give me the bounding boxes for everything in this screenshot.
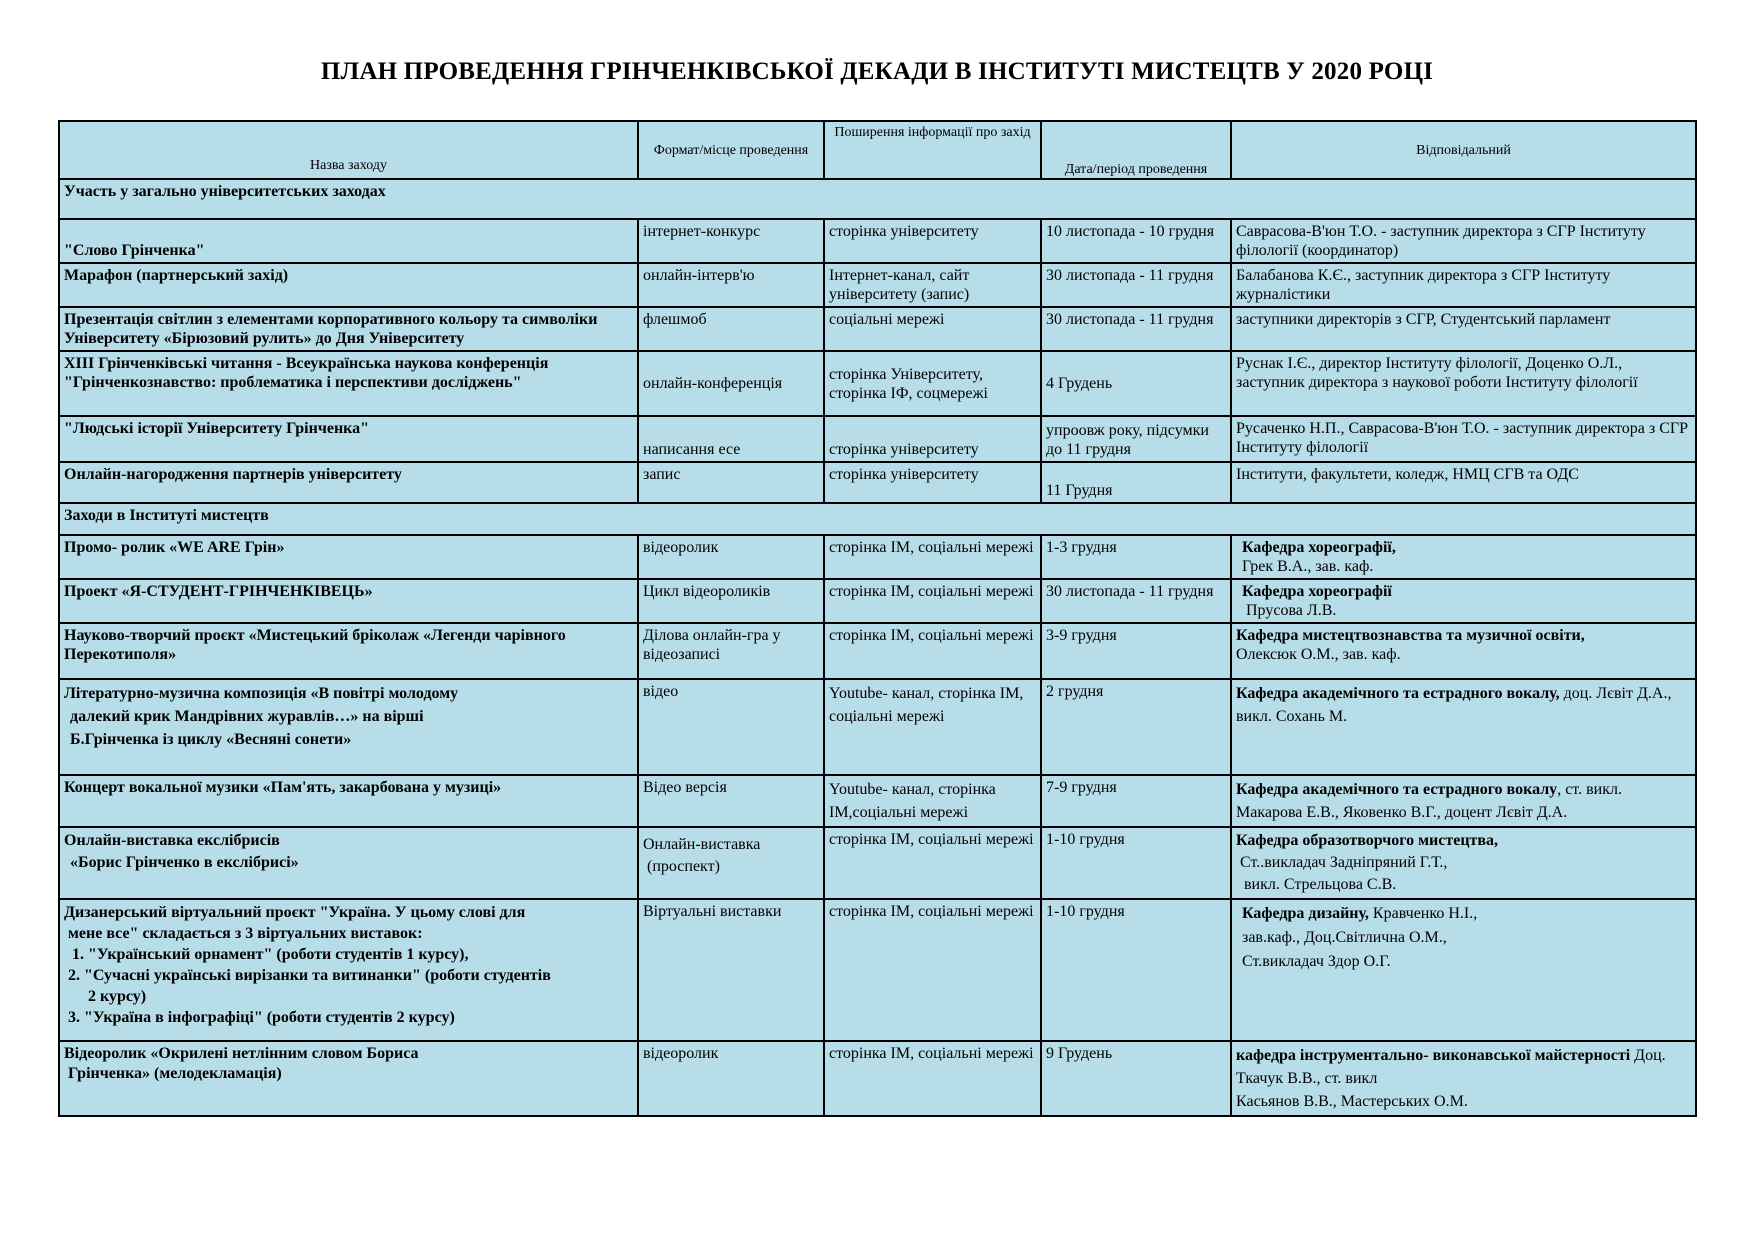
- responsible-persons: Олексюк О.М., зав. каф.: [1236, 646, 1401, 663]
- responsible-dept: Кафедра мистецтвознавства та музичної освіти,: [1236, 627, 1585, 644]
- table-row: [59, 579, 1696, 623]
- event-responsible: Русаченко Н.П., Саврасова-В'юн Т.О. - заступник директора з СГР Інституту філології: [1231, 416, 1696, 462]
- event-date: 30 листопада - 11 грудня: [1041, 307, 1231, 351]
- event-format: флешмоб: [638, 307, 824, 351]
- section-row: [59, 179, 1696, 219]
- event-info: Youtube- канал, сторінка ІМ, соціальні мережі: [824, 679, 1041, 775]
- responsible-dept: Кафедра образотворчого мистецтва,: [1236, 832, 1499, 849]
- responsible-dept: Кафедра дизайну,: [1242, 905, 1369, 922]
- responsible-block: [1242, 905, 1477, 922]
- responsible-persons: Ст..викладач Задніпряний Г.Т.,: [1240, 854, 1448, 871]
- event-info: сторінка університету: [824, 462, 1041, 503]
- event-name: Проект «Я-СТУДЕНТ-ГРІНЧЕНКІВЕЦЬ»: [59, 579, 638, 623]
- event-name: Презентація світлин з елементами корпоративного кольору та символіки Університету «Бірюзовий рулить» до Дня Університету: [59, 307, 638, 351]
- event-name: "Слово Грінченка": [59, 219, 638, 263]
- event-name: [59, 679, 638, 775]
- page-title: ПЛАН ПРОВЕДЕННЯ ГРІНЧЕНКІВСЬКОЇ ДЕКАДИ В ІНСТИТУТІ МИСТЕЦТВ У 2020 РОЦІ: [320, 58, 1434, 85]
- responsible-persons: , ст. викл. Макарова Е.В., Яковенко В.Г., доцент Лєвіт Д.А.: [1236, 781, 1622, 821]
- event-format: відео: [638, 679, 824, 775]
- event-date: упроовж року, підсумки до 11 грудня: [1041, 416, 1231, 462]
- responsible-dept: Кафедра академічного та естрадного вокалу: [1236, 781, 1558, 798]
- event-date: 30 листопада - 11 грудня: [1041, 263, 1231, 307]
- event-format: відеоролик: [638, 1041, 824, 1116]
- event-name: "Людські історії Університету Грінченка": [59, 416, 638, 462]
- event-responsible: [1231, 623, 1696, 679]
- event-name: Концерт вокальної музики «Пам'ять, закарбована у музиці»: [59, 775, 638, 827]
- table-row: [59, 307, 1696, 351]
- event-name-line: 1. "Український орнамент" (роботи студентів 1 курсу),: [72, 946, 469, 963]
- event-name-line: «Борис Грінченко в екслібрисі»: [70, 854, 299, 871]
- event-responsible: [1231, 899, 1696, 1041]
- event-format: онлайн-конференція: [638, 351, 824, 416]
- event-format: онлайн-інтерв'ю: [638, 263, 824, 307]
- table-row: [59, 827, 1696, 899]
- responsible-persons: Доц. Ткачук В.В., ст. викл: [1236, 1047, 1666, 1087]
- responsible-dept: кафедра інструментально- виконавської майстерності: [1236, 1047, 1631, 1064]
- event-name: [59, 899, 638, 1041]
- table-row: [59, 899, 1696, 1041]
- event-responsible: заступники директорів з СГР, Студентський парламент: [1231, 307, 1696, 351]
- responsible-dept: Кафедра академічного та естрадного вокалу,: [1236, 685, 1560, 702]
- header-format: Формат/місце проведення: [638, 121, 824, 179]
- event-format: запис: [638, 462, 824, 503]
- table-row: [59, 679, 1696, 775]
- responsible-dept: Кафедра хореографії,: [1242, 539, 1396, 556]
- event-responsible: Інститути, факультети, коледж, НМЦ СГВ та ОДС: [1231, 462, 1696, 503]
- event-date: 1-10 грудня: [1041, 899, 1231, 1041]
- event-name: [59, 827, 638, 899]
- event-name: Промо- ролик «WE ARE Грін»: [59, 535, 638, 579]
- event-name-line: мене все" складається з 3 віртуальних виставок:: [68, 925, 423, 942]
- responsible-persons: Касьянов В.В., Мастерських О.М.: [1236, 1093, 1468, 1110]
- event-format: Відео версія: [638, 775, 824, 827]
- event-format-line: (проспект): [647, 858, 720, 875]
- plan-table: [58, 120, 1697, 1117]
- responsible-persons: Прусова Л.В.: [1246, 602, 1337, 619]
- table-row: [59, 623, 1696, 679]
- table-row: [59, 535, 1696, 579]
- event-date: 1-3 грудня: [1041, 535, 1231, 579]
- event-format: написання есе: [638, 416, 824, 462]
- responsible-persons: зав.каф., Доц.Світлична О.М.,: [1242, 929, 1447, 946]
- event-info: сторінка ІМ, соціальні мережі: [824, 899, 1041, 1041]
- event-name: XIII Грінченківські читання - Всеукраїнська наукова конференція "Грінченкознавство: проблематика і перспективи досліджень": [59, 351, 638, 416]
- event-date: 3-9 грудня: [1041, 623, 1231, 679]
- event-date: 10 листопада - 10 грудня: [1041, 219, 1231, 263]
- responsible-dept: Кафедра хореографії: [1242, 583, 1392, 600]
- event-info: сторінка ІМ, соціальні мережі: [824, 623, 1041, 679]
- event-name-line: Б.Грінченка із циклу «Весняні сонети»: [70, 731, 352, 748]
- event-name: [59, 1041, 638, 1116]
- event-info: Youtube- канал, сторінка ІМ,соціальні мережі: [824, 775, 1041, 827]
- event-responsible: Руснак І.Є., директор Інституту філології, Доценко О.Л., заступник директора з наукової роботи Інституту філології: [1231, 351, 1696, 416]
- event-name-line: 2. "Сучасні українські вирізанки та витинанки" (роботи студентів: [68, 967, 551, 984]
- event-info: сторінка університету: [824, 416, 1041, 462]
- event-date: 9 Грудень: [1041, 1041, 1231, 1116]
- responsible-persons: Кравченко Н.І.,: [1372, 905, 1478, 922]
- event-name-line: далекий крик Мандрівних журавлів…» на вірші: [70, 708, 424, 725]
- event-name-line: Відеоролик «Окрилені нетлінним словом Бориса: [64, 1045, 419, 1062]
- event-format: відеоролик: [638, 535, 824, 579]
- responsible-persons: доц. Лєвіт Д.А., викл. Сохань М.: [1236, 685, 1672, 725]
- event-name-line: 2 курсу): [88, 988, 147, 1005]
- event-name-line: Літературно-музична композиція «В повітрі молодому: [64, 685, 459, 702]
- event-format: інтернет-конкурс: [638, 219, 824, 263]
- event-responsible: [1231, 1041, 1696, 1116]
- event-info: сторінка ІМ, соціальні мережі: [824, 579, 1041, 623]
- event-name-line: Дизанерський віртуальний проєкт "Україна. У цьому слові для: [64, 904, 526, 921]
- event-info: сторінка ІМ, соціальні мережі: [824, 1041, 1041, 1116]
- table-row: [59, 1041, 1696, 1116]
- event-format: [638, 827, 824, 899]
- event-name-line: Онлайн-виставка екслібрисів: [64, 832, 280, 849]
- event-name: Марафон (партнерський захід): [59, 263, 638, 307]
- header-date: Дата/період проведення: [1041, 121, 1231, 179]
- event-responsible: Саврасова-В'юн Т.О. - заступник директора з СГР Інституту філології (координатор): [1231, 219, 1696, 263]
- table-row: [59, 351, 1696, 416]
- event-responsible: [1231, 535, 1696, 579]
- event-responsible: [1231, 827, 1696, 899]
- event-name-line: 3. "Україна в інфографіці" (роботи студентів 2 курсу): [68, 1009, 455, 1026]
- event-date: 1-10 грудня: [1041, 827, 1231, 899]
- event-info: сторінка ІМ, соціальні мережі: [824, 827, 1041, 899]
- event-responsible: Балабанова К.Є., заступник директора з СГР Інституту журналістики: [1231, 263, 1696, 307]
- event-date: 7-9 грудня: [1041, 775, 1231, 827]
- event-format: Віртуальні виставки: [638, 899, 824, 1041]
- responsible-persons: Грек В.А., зав. каф.: [1242, 558, 1374, 575]
- section-row: [59, 503, 1696, 535]
- event-date: 2 грудня: [1041, 679, 1231, 775]
- responsible-persons: Ст.викладач Здор О.Г.: [1242, 953, 1391, 970]
- section-title: Заходи в Інституті мистецтв: [59, 503, 1696, 535]
- event-info: Інтернет-канал, сайт університету (запис): [824, 263, 1041, 307]
- table-row: [59, 416, 1696, 462]
- event-date: 4 Грудень: [1041, 351, 1231, 416]
- event-responsible: [1231, 679, 1696, 775]
- event-info: сторінка Університету, сторінка ІФ, соцмережі: [824, 351, 1041, 416]
- event-responsible: [1231, 775, 1696, 827]
- header-row: [59, 121, 1696, 179]
- table-row: [59, 775, 1696, 827]
- table-row: [59, 462, 1696, 503]
- event-name-line: Грінченка» (мелодекламація): [68, 1065, 282, 1082]
- event-date: 30 листопада - 11 грудня: [1041, 579, 1231, 623]
- responsible-persons: викл. Стрельцова С.В.: [1244, 876, 1397, 893]
- event-info: соціальні мережі: [824, 307, 1041, 351]
- section-title: Участь у загально університетських заходах: [59, 179, 1696, 219]
- event-format: Цикл відеороликів: [638, 579, 824, 623]
- header-name: Назва заходу: [59, 121, 638, 179]
- event-info: сторінка університету: [824, 219, 1041, 263]
- event-name: Онлайн-нагородження партнерів університету: [59, 462, 638, 503]
- event-responsible: [1231, 579, 1696, 623]
- event-name: Науково-творчий проєкт «Мистецький бріколаж «Легенди чарівного Перекотиполя»: [59, 623, 638, 679]
- event-info: сторінка ІМ, соціальні мережі: [824, 535, 1041, 579]
- table-row: [59, 263, 1696, 307]
- header-info: Поширення інформації про захід: [824, 121, 1041, 179]
- event-format: Ділова онлайн-гра у відеозаписі: [638, 623, 824, 679]
- event-format-line: Онлайн-виставка: [643, 836, 761, 853]
- header-responsible: Відповідальний: [1231, 121, 1696, 179]
- table-row: [59, 219, 1696, 263]
- event-date: 11 Грудня: [1041, 462, 1231, 503]
